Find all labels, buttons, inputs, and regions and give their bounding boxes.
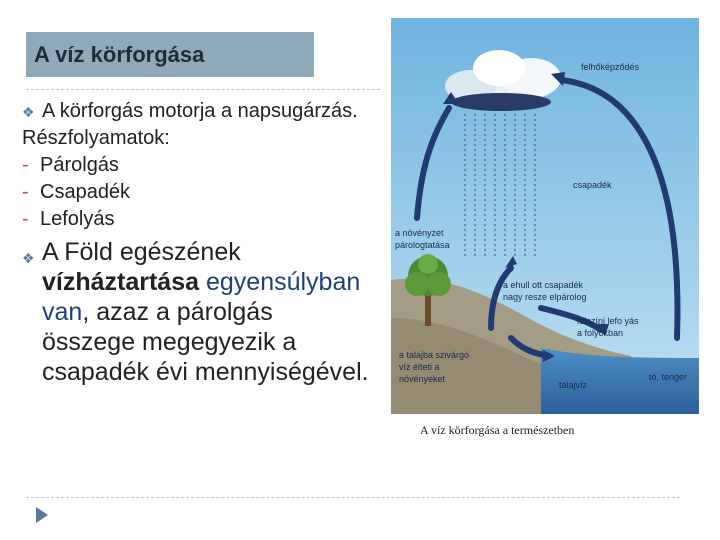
label-groundwater: talajvíz (559, 380, 588, 390)
water-cycle-figure (391, 18, 699, 414)
process-label: Párolgás (40, 154, 119, 176)
label-sea: tó, tenger (649, 372, 688, 382)
slide-title: A víz körforgása (34, 42, 205, 67)
bullet-1 (22, 98, 372, 125)
process-item: - Csapadék (22, 181, 131, 203)
label-soil: víz élteti a (399, 362, 440, 372)
process-label: Lefolyás (40, 208, 115, 230)
next-slide-icon[interactable] (36, 507, 48, 523)
figure-caption: A víz körforgása a természetben (420, 423, 575, 437)
label-soil: növényeket (399, 374, 446, 384)
label-surface-runoff: felszíni lefo yás (577, 316, 639, 326)
bullet-2-emphasis: egyensúlyban van (42, 268, 361, 326)
process-item: - Lefolyás (22, 208, 115, 230)
label-fallen: nagy resze elpárolog (503, 292, 587, 302)
label-cloud-formation: felhőképződés (581, 62, 640, 72)
bullet-1-text: A körforgás motorja a napsugárzás. (42, 100, 358, 122)
label-plant: a növényzet (395, 228, 444, 238)
bullet-2-bold: vízháztartása (42, 268, 200, 296)
subheading: Részfolyamatok: (22, 127, 170, 149)
process-label: Csapadék (40, 181, 131, 203)
bullet-icon: ❖ (22, 104, 35, 120)
label-soil: a talajba szivárgó (399, 350, 470, 360)
slide-body (22, 98, 372, 387)
label-plant: párologtatása (395, 240, 450, 250)
footer-divider (26, 497, 680, 498)
divider (26, 89, 380, 90)
bullet-2-text: A Föld egészének (42, 238, 241, 266)
bullet-2-rest: , azaz a párolgás összege megegyezik a csapadék évi mennyiségével. (42, 298, 369, 386)
label-precipitation: csapadék (573, 180, 612, 190)
bullet-icon: ❖ (22, 250, 35, 266)
bullet-2 (22, 237, 372, 387)
label-fallen: a ehull ott csapadék (503, 280, 584, 290)
process-item: - Párolgás (22, 154, 119, 176)
label-surface-runoff: a folyókban (577, 328, 624, 338)
